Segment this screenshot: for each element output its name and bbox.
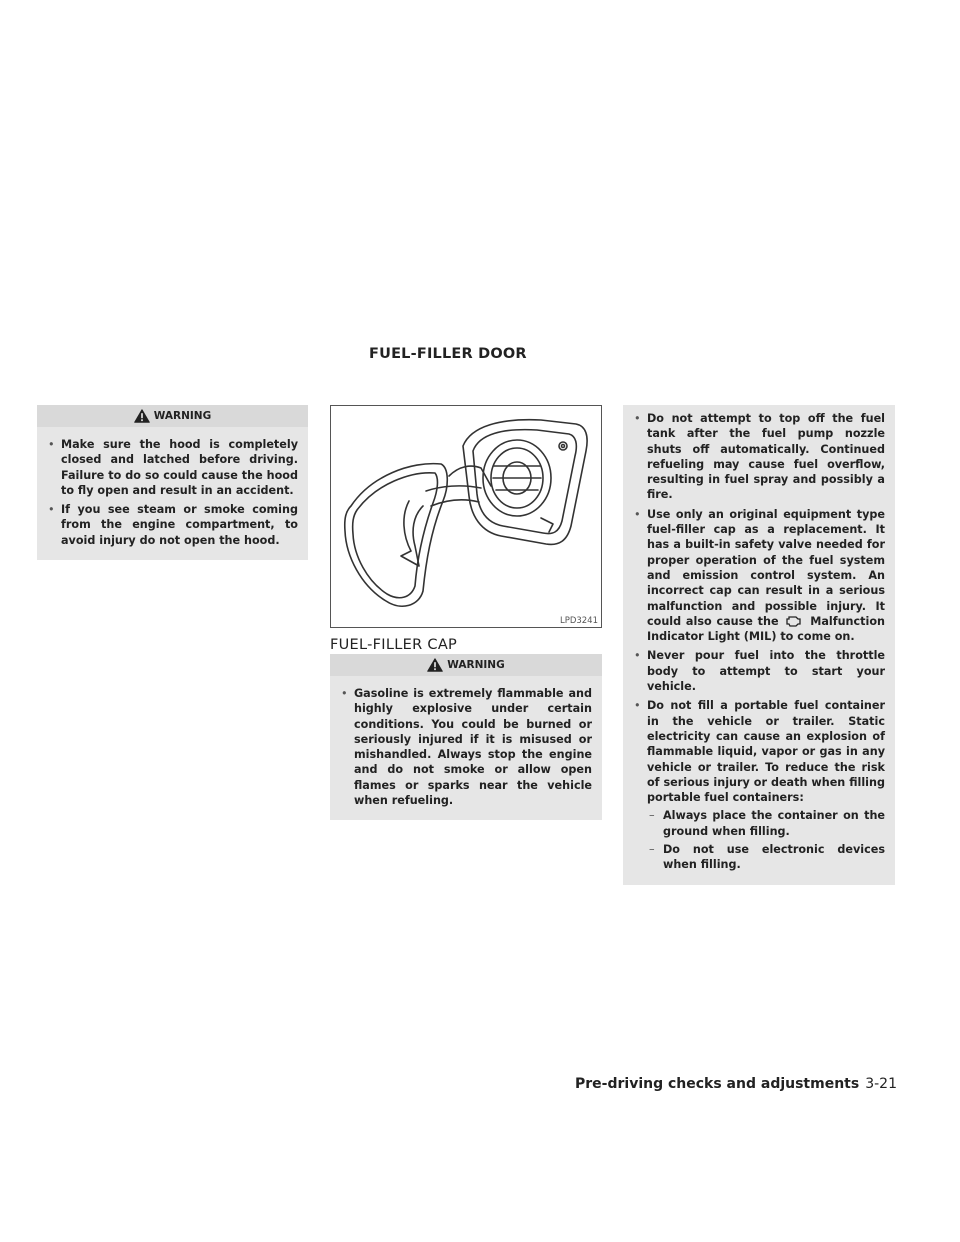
warning-item: • Never pour fuel into the throttle body to attempt to start your vehicle. [633, 648, 885, 694]
warning-item-text: Use only an original equipment type fuel-filler cap as a replacement. It has a built-in safety valve needed for proper operation of the fuel system and emission control system. An incorrect cap can result in a serious malfunction and possible injury. It could also cause the [647, 507, 885, 628]
cap-warning-box [330, 654, 602, 820]
warning-title-bar [37, 405, 308, 427]
cap-warning-list [330, 676, 602, 820]
warning-sublist [647, 808, 885, 872]
fuel-warning-list [623, 405, 895, 885]
fuel-filler-door-drawing [331, 406, 601, 627]
warning-item: • Gasoline is extremely flammable and highly explosive under certain conditions. You could be burned or seriously injured if it is misused or mishandled. Always stop the engine and do not smoke or allow open flames or sparks near the vehicle when refueling. [340, 686, 592, 808]
fuel-warning-continued-box [623, 405, 895, 885]
engine-check-icon [785, 615, 803, 627]
hood-warning-list [37, 427, 308, 560]
fuel-filler-illustration [330, 405, 602, 628]
warning-item [633, 507, 885, 645]
warning-item-text: Malfunction Indicator Light (MIL) to come on. [647, 614, 885, 644]
warning-item: • If you see steam or smoke coming from the engine compartment, to avoid injury do not open the hood. [47, 502, 298, 548]
warning-item-text: Do not fill a portable fuel container in the vehicle or trailer. Static electricity can cause an explosion of flammable liquid, vapor or gas in any vehicle or trailer. To reduce the risk of serious injury or death when filling portable fuel containers: [647, 699, 885, 805]
warning-title: WARNING [153, 410, 212, 422]
hood-warning-box [37, 405, 308, 560]
warning-triangle-icon [427, 658, 443, 672]
warning-title-bar [330, 654, 602, 676]
section-heading: FUEL-FILLER DOOR [369, 346, 527, 362]
warning-subitem: – Always place the container on the ground when filling. [647, 808, 885, 839]
warning-item: • Make sure the hood is completely closed and latched before driving. Failure to do so could cause the hood to fly open and result in an accident. [47, 437, 298, 498]
chapter-title: Pre-driving checks and adjustments [575, 1076, 860, 1092]
warning-subitem: – Do not use electronic devices when filling. [647, 842, 885, 873]
warning-item [633, 698, 885, 872]
fuel-filler-cap-heading: FUEL-FILLER CAP [330, 637, 458, 653]
warning-item: • Do not attempt to top off the fuel tank after the fuel pump nozzle shuts off automatically. Continued refueling may cause fuel overflow, resulting in fuel spray and possibly a fire. [633, 411, 885, 503]
warning-title: WARNING [447, 659, 505, 671]
warning-triangle-icon [134, 409, 150, 423]
figure-label: LPD3241 [559, 616, 598, 626]
page-number: 3-21 [865, 1076, 897, 1092]
page-footer [575, 1076, 897, 1092]
